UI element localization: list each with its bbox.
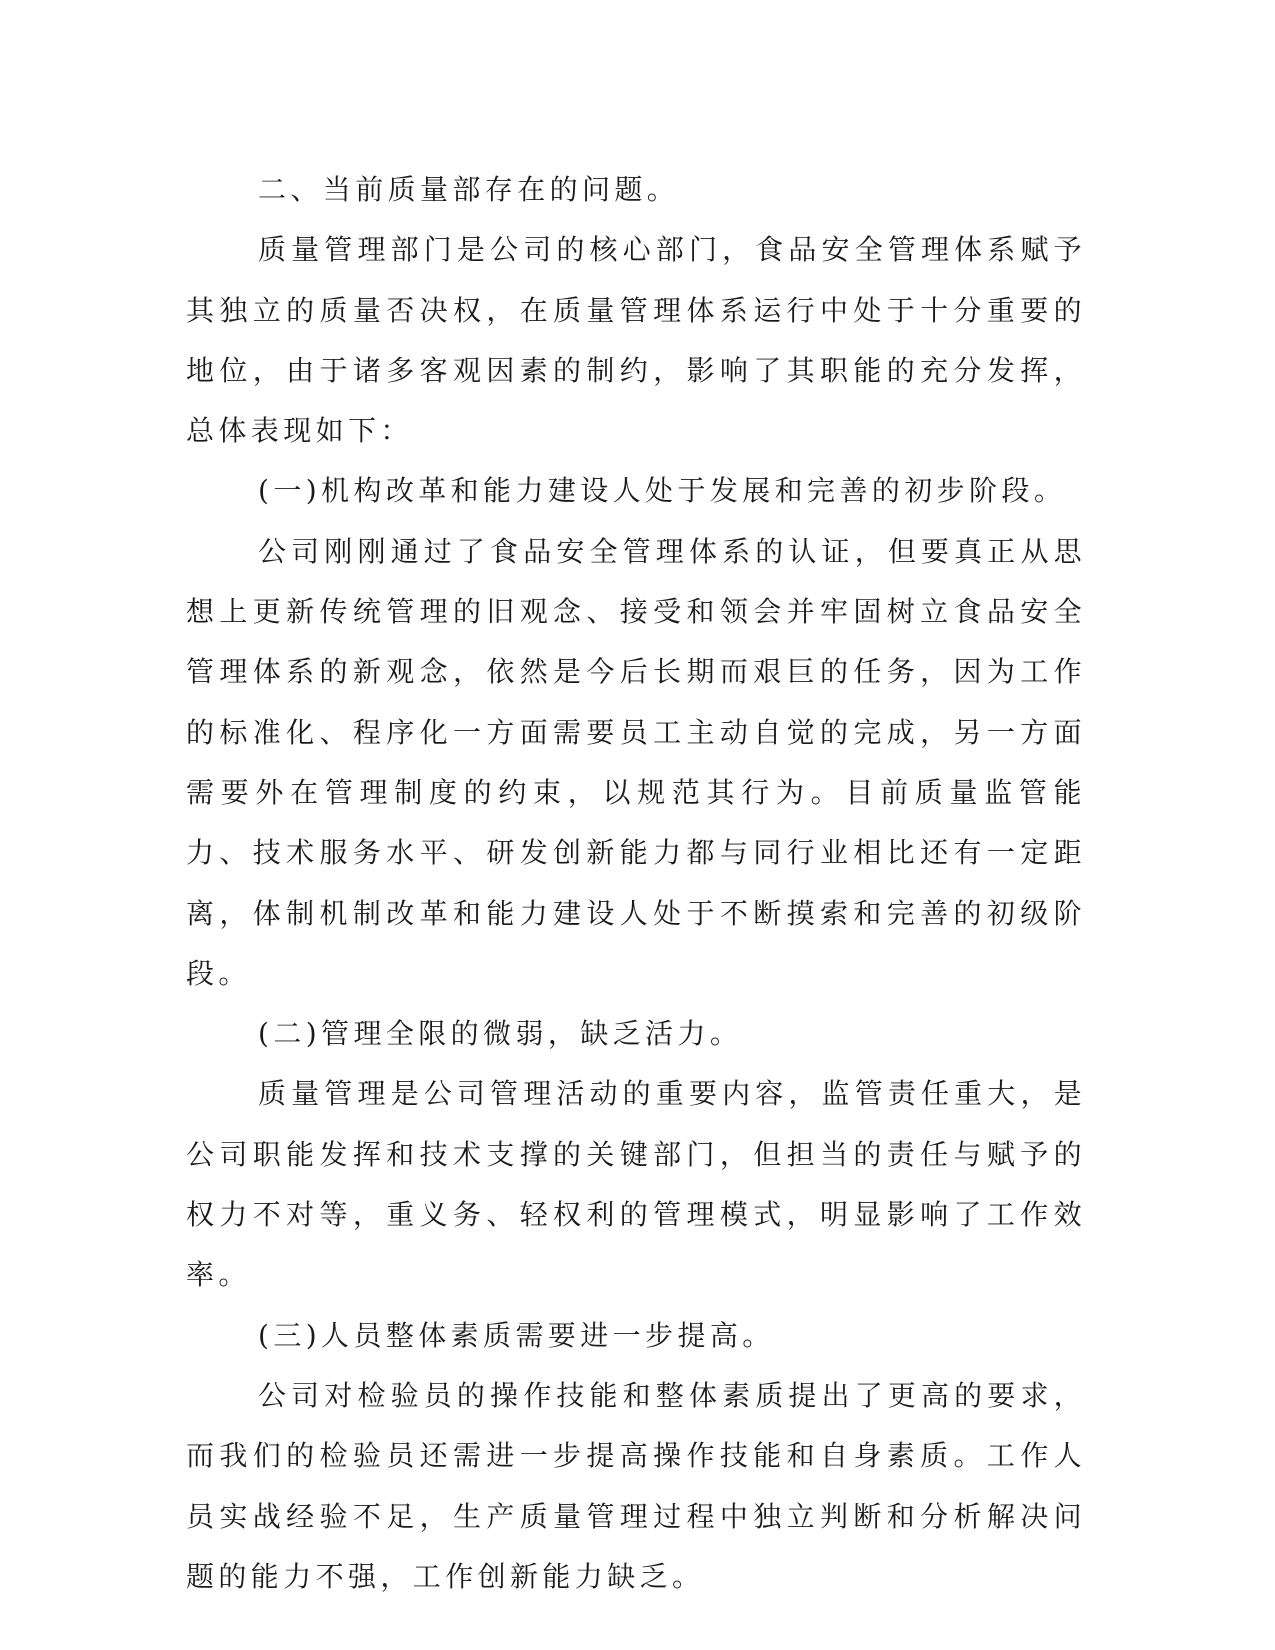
subsection-heading: (二)管理全限的微弱，缺乏活力。 <box>258 1017 743 1051</box>
document-body <box>186 160 1086 1607</box>
body-paragraph: 质量管理是公司管理活动的重要内容，监管责任重大，是公司职能发挥和技术支撑的关键部门，但担当的责任与赋予的权力不对等，重义务、轻权利的管理模式，明显影响了工作效率。 <box>186 1077 1086 1292</box>
section-heading: 二、当前质量部存在的问题。 <box>258 173 680 206</box>
body-paragraph: 质量管理部门是公司的核心部门，食品安全管理体系赋予其独立的质量否决权，在质量管理体系运行中处于十分重要的地位，由于诸多客观因素的制约，影响了其职能的充分发挥，总体表现如下： <box>186 233 1086 448</box>
body-paragraph: 公司刚刚通过了食品安全管理体系的认证，但要真正从思想上更新传统管理的旧观念、接受和领会并牢固树立食品安全管理体系的新观念，依然是今后长期而艰巨的任务，因为工作的标准化、程序化一方面需要员工主动自觉的完成，另一方面需要外在管理制度的约束，以规范其行为。目前质量监管能力、技术服务水平、研发创新能力都与同行业相比还有一定距离，体制机制改革和能力建设人处于不断摸索和完善的初级阶段。 <box>186 534 1086 990</box>
subsection-heading: (一)机构改革和能力建设人处于发展和完善的初步阶段。 <box>258 474 1067 508</box>
subsection-heading: (三)人员整体素质需要进一步提高。 <box>258 1318 775 1352</box>
body-paragraph: 公司对检验员的操作技能和整体素质提出了更高的要求，而我们的检验员还需进一步提高操作技能和自身素质。工作人员实战经验不足，生产质量管理过程中独立判断和分析解决问题的能力不强，工作创新能力缺乏。 <box>186 1378 1086 1593</box>
